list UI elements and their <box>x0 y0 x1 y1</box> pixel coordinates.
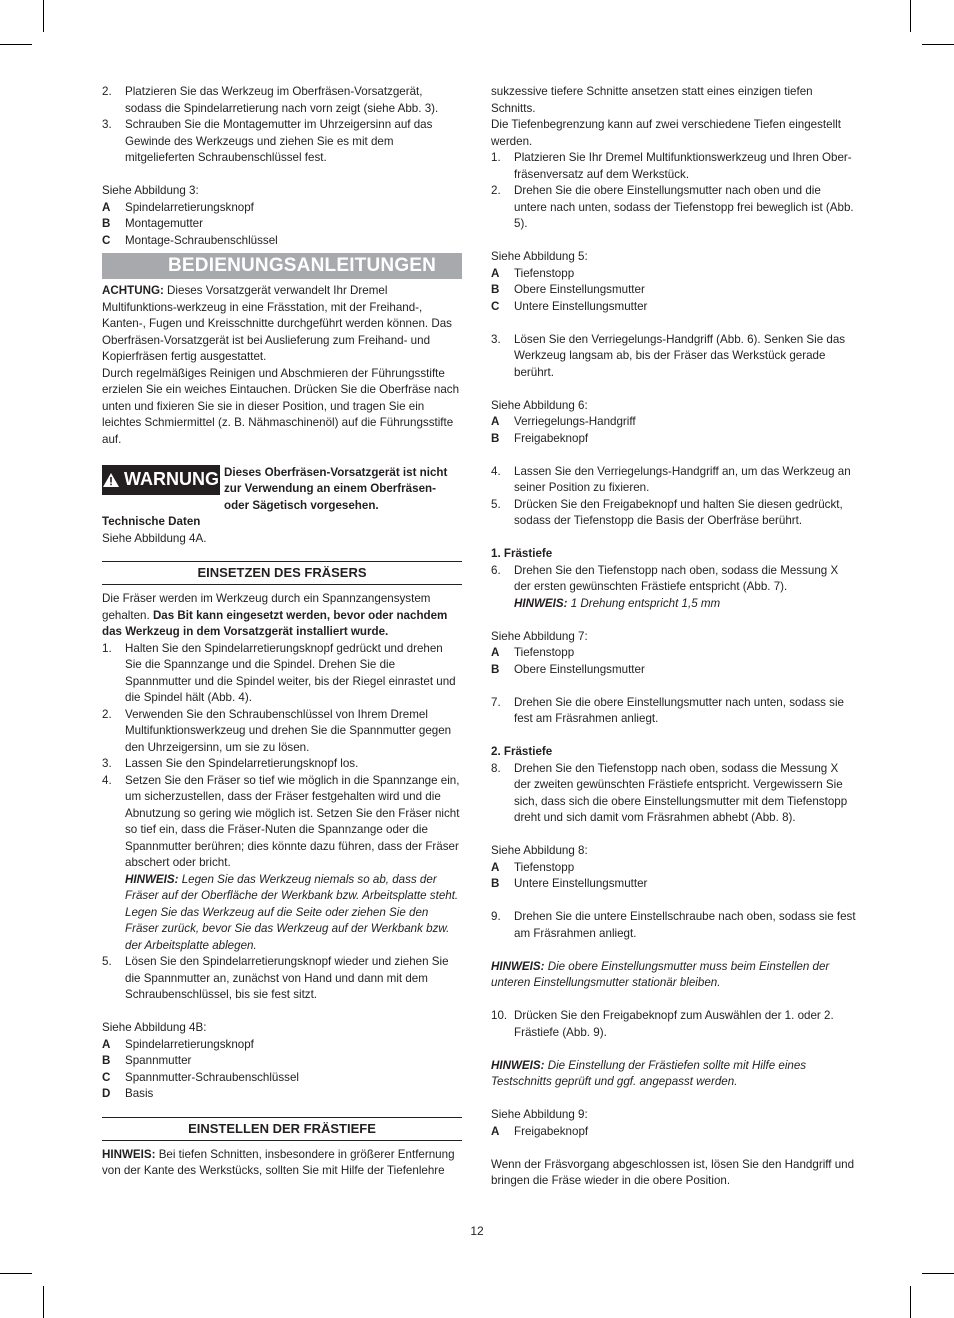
limit-text: Die Tiefenbegrenzung kann auf zwei verschiedene Tiefen eingestellt werden. <box>491 118 841 148</box>
crop-mark <box>922 1273 954 1274</box>
crop-mark <box>910 0 911 32</box>
legend-item: D Basis <box>102 1087 154 1100</box>
legend-item: B Freigabeknopf <box>491 431 589 445</box>
tech-text: Siehe Abbildung 4A. <box>102 531 207 545</box>
list-item: 5. Lösen Sie den Spindelarretierungsknopf wieder und ziehen Sie die Spannmutter an, zunächst von Hand und dann mit dem Schraubenschlüssel, bis sie fest sitzt. <box>102 955 449 1001</box>
list-item: 2. Drehen Sie die obere Einstellungsmutter nach oben und die untere nach unten, sodass der Tiefenstopp frei beweglich ist (Abb. 5). <box>491 184 854 230</box>
legend-item: C Montage-Schraubenschlüssel <box>102 233 278 247</box>
insert-intro: Die Fräser werden im Werkzeug durch ein Spannzangensystem gehalten. Das Bit kann eingesetzt werden, bevor oder nachdem das Werkzeug in dem Vorsatzgerät installiert wurde. <box>102 592 448 638</box>
list-item: 3. Lassen Sie den Spindelarretierungsknopf los. <box>102 757 359 770</box>
crop-mark <box>922 44 954 45</box>
right-column <box>491 84 856 1190</box>
figure-reference: Siehe Abbildung 3: <box>102 184 199 197</box>
figure-reference: Siehe Abbildung 9: <box>491 1108 588 1121</box>
list-item: 4. Lassen Sie den Verriegelungs-Handgriff an, um das Werkzeug an seiner Position zu fixieren. <box>491 464 851 494</box>
legend-item: C Spannmutter-Schraubenschlüssel <box>102 1070 300 1084</box>
legend-item: C Untere Einstellungsmutter <box>491 299 648 313</box>
legend-item: B Spannmutter <box>102 1054 192 1067</box>
list-item: 3. Lösen Sie den Verriegelungs-Handgriff (Abb. 6). Senken Sie das Werkzeug langsam ab, bis der Fräser das Werkstück gerade berührt. <box>491 332 846 379</box>
list-item: 1. Platzieren Sie Ihr Dremel Multifunktionswerkzeug und Ihren Ober-fräsenversatz auf dem Werkstück. <box>491 151 852 181</box>
depth-note: HINWEIS: Bei tiefen Schnitten, insbesondere in größerer Entfernung von der Kante des Werkstücks, sollten Sie mit Hilfe der Tiefenlehre <box>102 1147 455 1177</box>
legend-item: B Montagemutter <box>102 217 203 230</box>
crop-mark <box>910 1286 911 1318</box>
maintenance-paragraph: Durch regelmäßiges Reinigen und Abschmieren der Führungsstifte erzielen Sie ein weiches Eintauchen. Drücken Sie die Oberfräse nach unten und fixieren Sie sie in dieser Position, und tragen Sie ein leichtes Schmiermittel (z. B. Nähmaschinenöl) auf die Führungsstifte auf. <box>102 366 460 446</box>
warning-triangle-icon <box>103 473 119 487</box>
legend-item: B Obere Einstellungsmutter <box>491 283 645 296</box>
warning-text: Dieses Oberfräsen-Vorsatzgerät ist nicht zur Verwendung an einem Oberfräsen- oder Sägetisch vorgesehen. <box>224 465 448 512</box>
note: HINWEIS: Die obere Einstellungsmutter muss beim Einstellen der unteren Einstellungsmutter stationär bleiben. <box>491 959 830 989</box>
continuation-text: sukzessive tiefere Schnitte ansetzen statt eines einzigen tiefen Schnitts. <box>491 85 813 115</box>
note: HINWEIS: Die Einstellung der Frästiefen sollte mit Hilfe eines Testschnitts geprüft und ggf. angepasst werden. <box>491 1058 807 1088</box>
legend-item: B Obere Einstellungsmutter <box>491 662 645 676</box>
depth2-heading: 2. Frästiefe <box>491 745 553 758</box>
list-item: 2. Verwenden Sie den Schraubenschlüssel von Ihrem Dremel Multifunktionswerkzeug und drehen Sie die Spannmutter gegen den Uhrzeigersinn, um sie zu lösen. <box>102 707 452 754</box>
left-column <box>102 84 462 1180</box>
legend-item: A Freigabeknopf <box>491 1124 589 1138</box>
note: HINWEIS: Legen Sie das Werkzeug niemals so ab, dass der Fräser auf der Oberfläche der Werkbank bzw. Arbeitsplatte steht. Legen Sie das Werkzeug auf die Seite oder ziehen Sie den Fräser zurück, bevor Sie das Werkzeug auf der Werkbank bzw. der Arbeitsplatte ablegen. <box>125 872 459 952</box>
list-item: 10. Drücken Sie den Freigabeknopf zum Auswählen der 1. oder 2. Frästiefe (Abb. 9). <box>491 1009 834 1039</box>
legend-item: A Spindelarretierungsknopf <box>102 200 254 214</box>
final-text: Wenn der Fräsvorgang abgeschlossen ist, lösen Sie den Handgriff und bringen die Fräse wieder in die obere Position. <box>491 1157 855 1187</box>
list-item: 6. Drehen Sie den Tiefenstopp nach oben, sodass die Messung X der ersten gewünschten Frästiefe entspricht (Abb. 7). HINWEIS: 1 Drehung entspricht 1,5 mm <box>491 563 839 610</box>
crop-mark <box>43 0 44 32</box>
list-item: 3. Schrauben Sie die Montagemutter im Uhrzeigersinn auf das Gewinde des Werkzeugs und ziehen Sie es mit dem mitgelieferten Schraubenschlüssel fest. <box>102 118 433 164</box>
list-item: 4. Setzen Sie den Fräser so tief wie möglich in die Spannzange ein, um sicherzustellen, dass der Fräser festgehalten wird und die Abnutzung so gering wie möglich ist. Setzen Sie den Fräser nicht so tief ein, dass die Fräser-Nuten die Spannzange oder die Spannmutter berühren; dies könnte dazu führen, dass der Fräser abschert oder bricht. HINWEIS: Legen Sie das Werkzeug niemals so ab, dass der Fräser auf der Oberfläche der Werkbank bzw. Arbeitsplatte steht. Legen Sie das Werkzeug auf die Seite oder ziehen Sie den Fräser zurück, bevor Sie das Werkzeug auf der Werkbank bzw. der Arbeitsplatte ablegen. <box>102 773 460 952</box>
legend-item: A Tiefenstopp <box>491 646 575 659</box>
legend-item: A Tiefenstopp <box>491 860 575 874</box>
figure-reference: Siehe Abbildung 8: <box>491 844 588 857</box>
depth1-heading: 1. Frästiefe <box>491 547 553 560</box>
list-item: 2. Platzieren Sie das Werkzeug im Oberfräsen-Vorsatzgerät, sodass die Spindelarretierung nach vorn zeigt (siehe Abb. 3). <box>102 85 439 115</box>
list-item: 7. Drehen Sie die obere Einstellungsmutter nach unten, sodass sie fest am Fräsrahmen anliegt. <box>491 695 844 725</box>
warning-block <box>102 465 462 515</box>
figure-reference: Siehe Abbildung 4B: <box>102 1021 207 1034</box>
list-item: 1. Halten Sie den Spindelarretierungsknopf gedrückt und drehen Sie die Spannzange und die Spindel. Drehen Sie die Spannmutter und die Spindel weiter, bis der Riegel einrastet und die Spindel hält (Abb. 4). <box>102 641 456 704</box>
warning-label: WARNUNG <box>124 469 219 490</box>
legend-item: A Tiefenstopp <box>491 266 575 280</box>
page-number: 12 <box>470 1224 484 1238</box>
list-item: 9. Drehen Sie die untere Einstellschraube nach oben, sodass sie fest am Fräsrahmen anliegt. <box>491 910 856 940</box>
warning-badge <box>102 465 220 495</box>
subsection-title: EINSTELLEN DER FRÄSTIEFE <box>102 1117 462 1141</box>
legend-item: A Spindelarretierungsknopf <box>102 1037 254 1051</box>
crop-mark <box>0 1273 32 1274</box>
figure-reference: Siehe Abbildung 6: <box>491 398 588 412</box>
crop-mark <box>43 1286 44 1318</box>
legend-item: B Untere Einstellungsmutter <box>491 877 648 890</box>
subsection-title: EINSETZEN DES FRÄSERS <box>102 561 462 585</box>
figure-reference: Siehe Abbildung 5: <box>491 250 588 263</box>
list-item: 5. Drücken Sie den Freigabeknopf und halten Sie diesen gedrückt, sodass der Tiefenstopp die Basis der Oberfräse berührt. <box>491 497 843 527</box>
tech-heading: Technische Daten <box>102 515 201 528</box>
note: HINWEIS: 1 Drehung entspricht 1,5 mm <box>514 596 721 610</box>
achtung-paragraph: ACHTUNG: Dieses Vorsatzgerät verwandelt Ihr Dremel Multifunktions-werkzeug in eine Frässtation, mit der Freihand-, Kanten-, Fugen und Kreisschnitte durchgeführt werden können. Das Oberfräsen-Vorsatzgerät ist bei Auslieferung zum Freihand- und Kopierfräsen fertig ausgestattet. <box>102 284 452 363</box>
crop-mark <box>0 44 32 45</box>
figure-reference: Siehe Abbildung 7: <box>491 629 588 643</box>
legend-item: A Verriegelungs-Handgriff <box>491 415 636 428</box>
section-title: BEDIENUNGSANLEITUNGEN <box>102 253 462 279</box>
list-item: 8. Drehen Sie den Tiefenstopp nach oben, sodass die Messung X der zweiten gewünschten Frästiefe entspricht. Vergewissern Sie sich, dass sich die obere Einstellungsmutter mit dem Tiefenstopp dreht und sich damit vom Fräsrahmen abhebt (Abb. 8). <box>491 761 848 824</box>
